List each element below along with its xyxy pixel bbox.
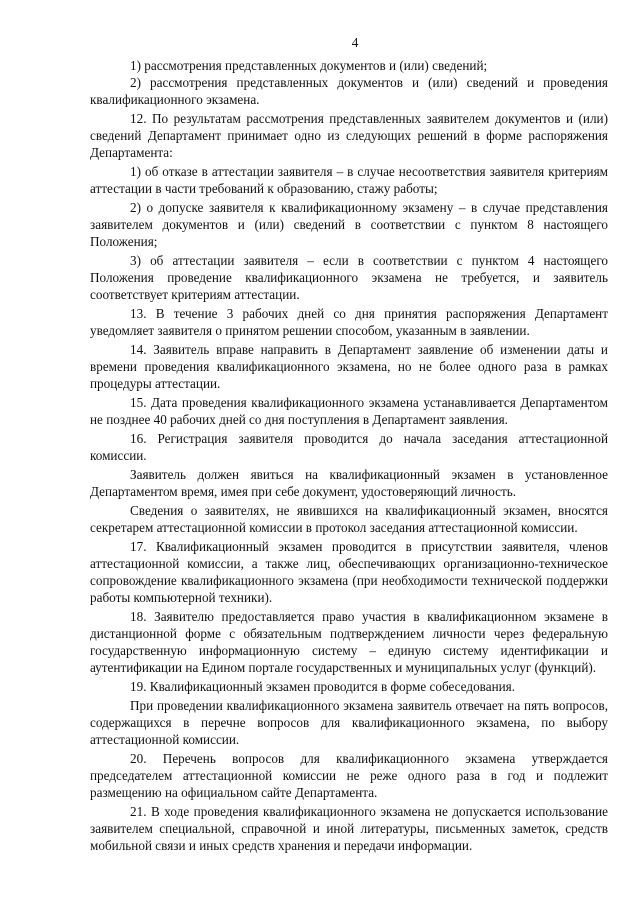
paragraph-12: Сведения о заявителях, не явившихся на квалификационный экзамен, вносятся секретарем аттестационной комиссии в протокол заседания аттестационной комиссии.: [90, 503, 608, 535]
paragraph-18: 21. В ходе проведения квалификационного экзамена не допускается использование заявителем специальной, справочной и иной литературы, письменных заметок, средств мобильной связи и иных средств хранения и передачи информации.: [90, 804, 608, 853]
paragraph-5: 2) о допуске заявителя к квалификационному экзамену – в случае представления заявителем документов и (или) сведений в соответствии с пунктом 8 настоящего Положения;: [90, 200, 608, 249]
paragraph-11: Заявитель должен явиться на квалификационный экзамен в установленное Департаментом время, имея при себе документ, удостоверяющий личность.: [90, 467, 608, 499]
paragraph-14: 18. Заявителю предоставляется право участия в квалификационном экзамене в дистанционной форме с обязательным подтверждением личности через федеральную государственную информационную систему – единую систему идентификации и аутентификации на Едином портале государственных и муниципальных услуг (функций).: [90, 609, 608, 675]
paragraph-8: 14. Заявитель вправе направить в Департамент заявление об изменении даты и времени проведения квалификационного экзамена, но не более одного раза в рамках процедуры аттестации.: [90, 342, 608, 391]
paragraph-1: 1) рассмотрения представленных документов и (или) сведений;: [130, 58, 488, 73]
paragraph-6: 3) об аттестации заявителя – если в соответствии с пунктом 4 настоящего Положения проведение квалификационного экзамена не требуется, и заявитель соответствует критериям аттестации.: [90, 253, 608, 302]
paragraph-3: 12. По результатам рассмотрения представленных заявителем документов и (или) сведений Департамент принимает одно из следующих решений в форме распоряжения Департамента:: [90, 111, 608, 160]
paragraph-7: 13. В течение 3 рабочих дней со дня принятия распоряжения Департамент уведомляет заявителя о принятом решении способом, указанным в заявлении.: [90, 306, 608, 338]
paragraph-13: 17. Квалификационный экзамен проводится в присутствии заявителя, членов аттестационной комиссии, а также лиц, обеспечивающих организационно-техническое сопровождение квалификационного экзамена (при необходимости технической поддержки работы компьютерной техники).: [90, 539, 608, 605]
paragraph-4: 1) об отказе в аттестации заявителя – в случае несоответствия заявителя критериям аттестации в части требований к образованию, стажу работы;: [90, 164, 608, 196]
paragraph-15: 19. Квалификационный экзамен проводится в форме собеседования.: [130, 679, 516, 694]
paragraph-9: 15. Дата проведения квалификационного экзамена устанавливается Департаментом не позднее 40 рабочих дней со дня поступления в Департамент заявления.: [90, 395, 608, 427]
paragraph-10: 16. Регистрация заявителя проводится до начала заседания аттестационной комиссии.: [90, 431, 608, 463]
paragraph-17: 20. Перечень вопросов для квалификационного экзамена утверждается председателем аттестационной комиссии не реже одного раза в год и подлежит размещению на официальном сайте Департамента.: [90, 751, 608, 800]
paragraph-2: 2) рассмотрения представленных документов и (или) сведений и проведения квалификационного экзамена.: [90, 75, 608, 107]
paragraph-16: При проведении квалификационного экзамена заявитель отвечает на пять вопросов, содержащихся в перечне вопросов для квалификационного экзамена, по выбору аттестационной комиссии.: [90, 698, 608, 747]
page-number: 4: [351, 35, 359, 50]
